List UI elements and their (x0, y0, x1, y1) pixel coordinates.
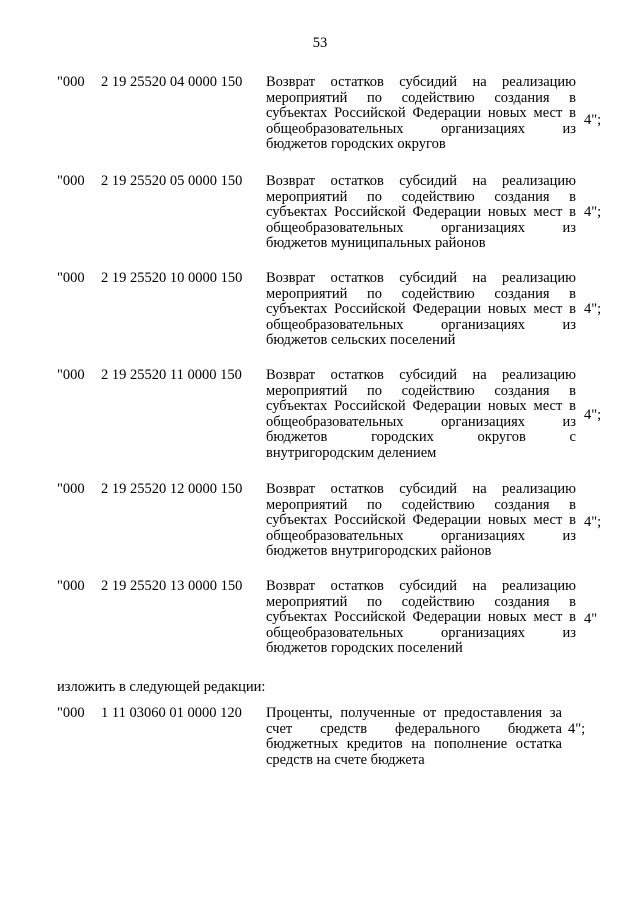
description-line: субъектах Российской Федерации новых мест в (266, 512, 576, 529)
description-line: мероприятий по содействию создания в (266, 496, 576, 513)
row-tail: 4"; (584, 204, 602, 220)
description-line: Возврат остатков субсидий на реализацию (266, 270, 576, 286)
description-line: общеобразовательных организациях из (266, 624, 576, 641)
description-line: субъектах Российской Федерации новых мест в (266, 105, 576, 122)
row-tail: 4"; (584, 514, 602, 530)
description-line: мероприятий по содействию создания в (266, 188, 576, 205)
row-tail: 4"; (568, 721, 586, 737)
row-description (266, 482, 576, 560)
row-description (266, 271, 576, 349)
row-tail: 4"; (584, 407, 602, 423)
row-tail: 4"; (584, 112, 602, 128)
description-line: бюджетов сельских поселений (266, 332, 456, 349)
description-line: Возврат остатков субсидий на реализацию (266, 481, 576, 497)
row-tail: 4"; (584, 301, 602, 317)
description-line: бюджетов городских поселений (266, 640, 463, 657)
row-description (266, 368, 576, 462)
description-line: Возврат остатков субсидий на реализацию (266, 173, 576, 189)
description-line: мероприятий по содействию создания в (266, 285, 576, 302)
row-tail: 4" (584, 611, 598, 627)
row-prefix: "000 (57, 173, 85, 189)
page-number: 53 (312, 35, 328, 51)
row-code: 2 19 25520 10 0000 150 (101, 270, 243, 286)
row-code: 2 19 25520 04 0000 150 (101, 74, 243, 90)
description-line: бюджетов городских округов (266, 136, 446, 153)
description-line: субъектах Российской Федерации новых мест в (266, 204, 576, 221)
description-line: общеобразовательных организациях из (266, 413, 576, 430)
description-line: Проценты, полученные от предоставления за (266, 705, 562, 721)
description-line: общеобразовательных организациях из (266, 527, 576, 544)
description-line: средств на счете бюджета (266, 751, 425, 768)
row-code: 2 19 25520 11 0000 150 (101, 367, 242, 383)
row-description (266, 174, 576, 252)
row-description (266, 75, 576, 153)
description-line: субъектах Российской Федерации новых мест в (266, 301, 576, 318)
row-code: 1 11 03060 01 0000 120 (101, 705, 242, 721)
description-line: бюджетных кредитов на пополнение остатка (266, 736, 562, 753)
description-line: бюджетов внутригородских районов (266, 543, 492, 560)
description-line: счет средств федерального бюджета (266, 720, 562, 737)
row-prefix: "000 (57, 578, 85, 594)
row-code: 2 19 25520 13 0000 150 (101, 578, 243, 594)
instruction-text: изложить в следующей редакции: (57, 679, 266, 695)
row-code: 2 19 25520 12 0000 150 (101, 481, 243, 497)
description-line: мероприятий по содействию создания в (266, 382, 576, 399)
description-line: внутригородским делением (266, 444, 437, 461)
description-line: бюджетов муниципальных районов (266, 235, 486, 252)
description-line: Возврат остатков субсидий на реализацию (266, 74, 576, 90)
description-line: общеобразовательных организациях из (266, 219, 576, 236)
description-line: бюджетов городских округов с (266, 429, 576, 446)
row-prefix: "000 (57, 367, 85, 383)
description-line: общеобразовательных организациях из (266, 316, 576, 333)
description-line: мероприятий по содействию создания в (266, 89, 576, 106)
row-prefix: "000 (57, 481, 85, 497)
row-prefix: "000 (57, 705, 85, 721)
row-code: 2 19 25520 05 0000 150 (101, 173, 243, 189)
row-prefix: "000 (57, 270, 85, 286)
description-line: субъектах Российской Федерации новых мест в (266, 398, 576, 415)
description-line: Возврат остатков субсидий на реализацию (266, 578, 576, 594)
row-prefix: "000 (57, 74, 85, 90)
description-line: мероприятий по содействию создания в (266, 593, 576, 610)
row-description (266, 706, 562, 768)
row-description (266, 579, 576, 657)
description-line: Возврат остатков субсидий на реализацию (266, 367, 576, 383)
description-line: общеобразовательных организациях из (266, 120, 576, 137)
description-line: субъектах Российской Федерации новых мест в (266, 609, 576, 626)
